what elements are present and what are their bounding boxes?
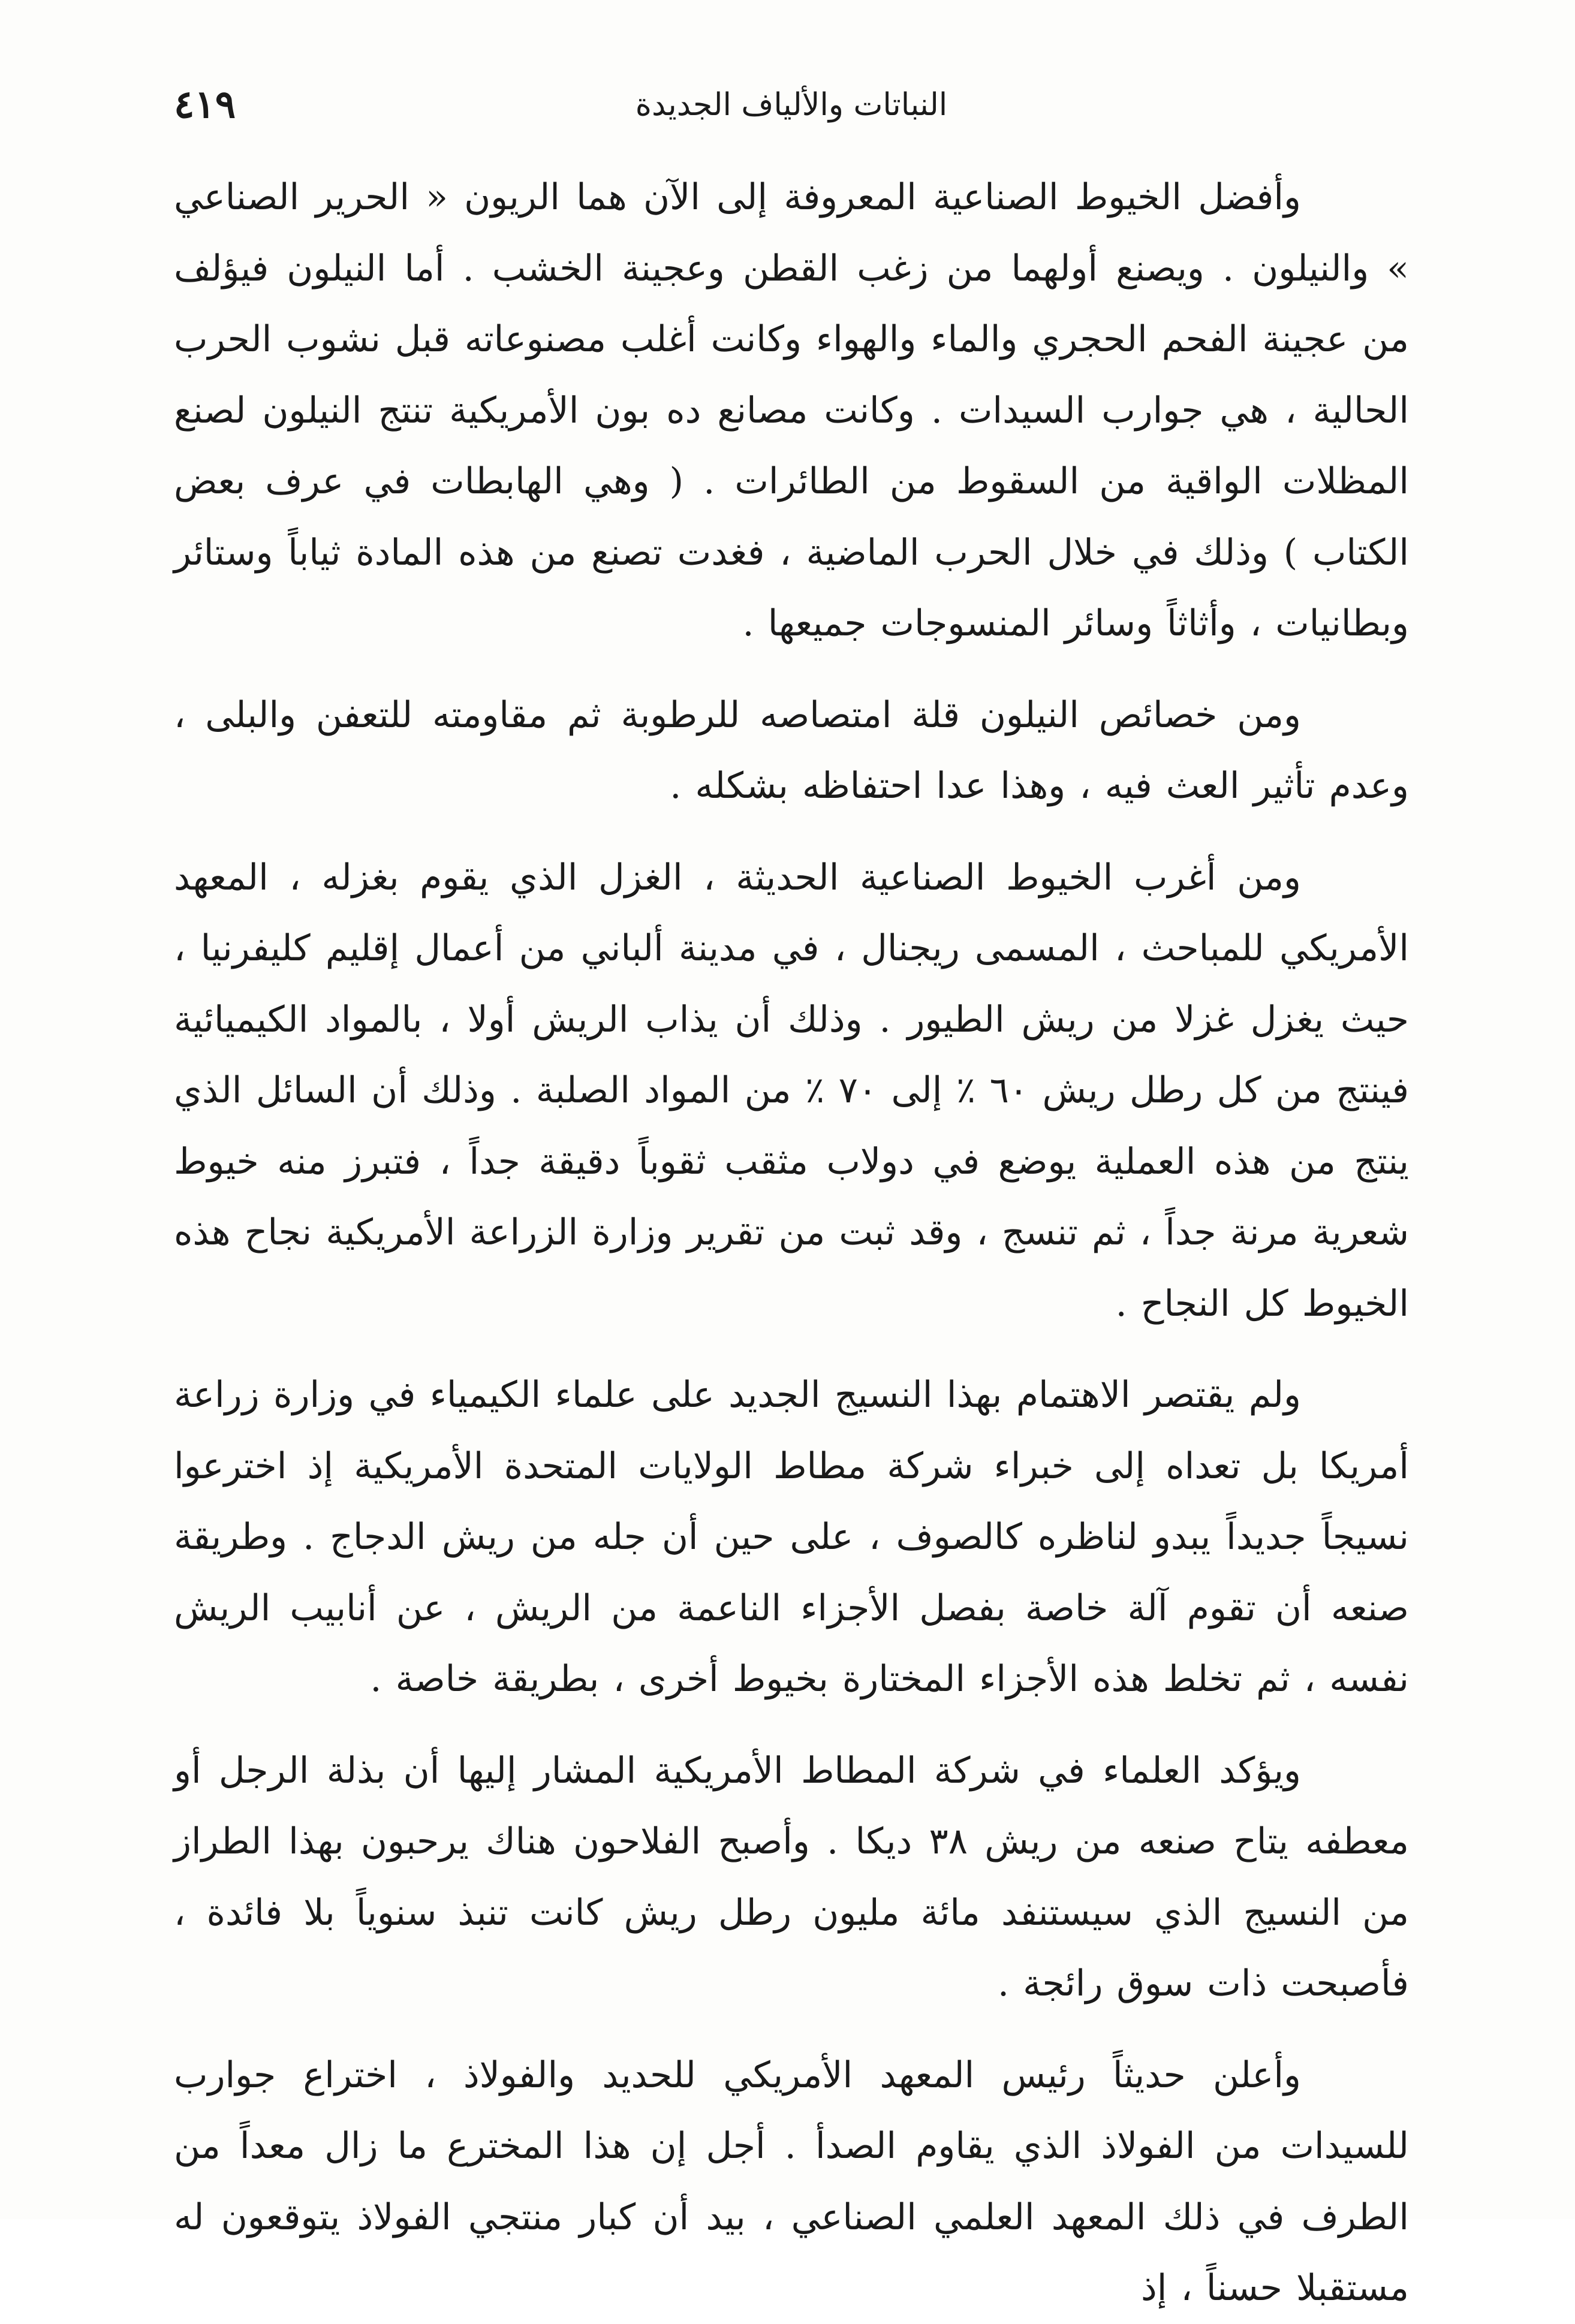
page-number: ٤١٩ bbox=[174, 82, 236, 127]
body-text bbox=[174, 162, 1409, 2324]
paragraph-steel-stockings: وأعلن حديثاً رئيس المعهد الأمريكي للحديد والفولاذ ، اختراع جوارب للسيدات من الفولاذ الذي يقاوم الصدأ . أجل إن هذا المخترع ما زال معداً من الطرف في ذلك المعهد العلمي الصناعي ، بيد أن كبار منتجي الفولاذ يتوقعون له مستقبلا حسناً ، إذ bbox=[174, 2054, 1409, 2309]
paragraph-nylon: وأفضل الخيوط الصناعية المعروفة إلى الآن هما الريون « الحرير الصناعي » والنيلون . ويصنع أولهما من زغب القطن وعجينة الخشب . أما النيلون فيؤلف من عجينة الفحم الحجري والماء والهواء وكانت أغلب مصنوعاته قبل نشوب الحرب الحالية ، هي جوارب السيدات . وكانت مصانع ده بون الأمريكية تنتج النيلون لصنع المظلات الواقية من السقوط من الطائرات . ( وهي الهابطات في عرف بعض الكتاب ) وذلك في خلال الحرب الماضية ، فغدت تصنع من هذه المادة ثياباً وستائر وبطانيات ، وأثاثاً وسائر المنسوجات جميعها . bbox=[174, 176, 1409, 644]
page-header bbox=[174, 72, 1409, 138]
paragraph-feather-yarn: ومن أغرب الخيوط الصناعية الحديثة ، الغزل الذي يقوم بغزله ، المعهد الأمريكي للمباحث ، المسمى ريجنال ، في مدينة ألباني من أعمال إقليم كليفرنيا ، حيث يغزل غزلا من ريش الطيور . وذلك أن يذاب الريش أولا ، بالمواد الكيميائية فينتج من كل رطل ريش ٦٠ ٪ إلى ٧٠ ٪ من المواد الصلبة . وذلك أن السائل الذي ينتج من هذه العملية يوضع في دولاب مثقب ثقوباً دقيقة جداً ، فتبرز منه خيوط شعرية مرنة جداً ، ثم تنسج ، وقد ثبت من تقرير وزارة الزراعة الأمريكية نجاح هذه الخيوط كل النجاح . bbox=[174, 856, 1410, 1325]
paragraph-nylon-properties: ومن خصائص النيلون قلة امتصاصه للرطوبة ثم مقاومته للتعفن والبلى ، وعدم تأثير العث فيه ، وهذا عدا احتفاظه بشكله . bbox=[174, 694, 1409, 807]
running-title: النباتات والألياف الجديدة bbox=[635, 87, 948, 123]
paragraph-feather-fabric: ولم يقتصر الاهتمام بهذا النسيج الجديد على علماء الكيمياء في وزارة زراعة أمريكا بل تعداه إلى خبراء شركة مطاط الولايات المتحدة الأمريكية إذ اخترعوا نسيجاً جديداً يبدو لناظره كالصوف ، على حين أن جله من ريش الدجاج . وطريقة صنعه أن تقوم آلة خاصة بفصل الأجزاء الناعمة من الريش ، عن أنابيب الريش نفسه ، ثم تخلط هذه الأجزاء المختارة بخيوط أخرى ، بطريقة خاصة . bbox=[174, 1374, 1409, 1700]
paragraph-rubber-company: ويؤكد العلماء في شركة المطاط الأمريكية المشار إليها أن بذلة الرجل أو معطفه يتاح صنعه من ريش ٣٨ ديكا . وأصبح الفلاحون هناك يرحبون بهذا الطراز من النسيج الذي سيستنفد مائة مليون رطل ريش كانت تنبذ سنوياً بلا فائدة ، فأصبحت ذات سوق رائجة . bbox=[174, 1749, 1409, 2005]
